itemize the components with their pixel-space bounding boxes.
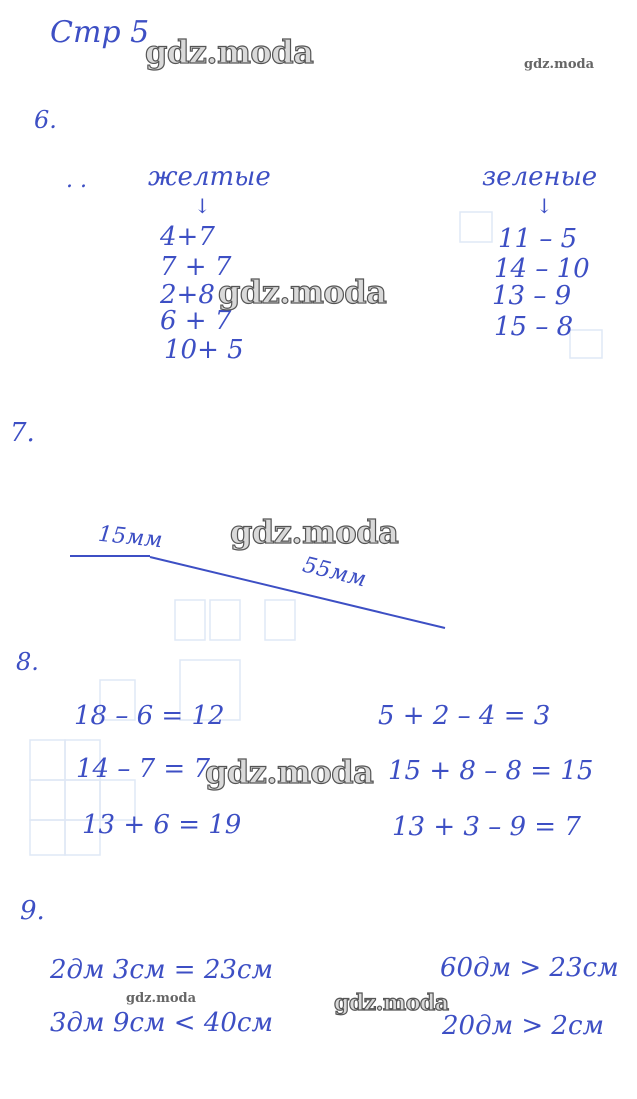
equation-left: 18 – 6 = 12 bbox=[74, 701, 225, 731]
equation-left: 13 + 6 = 19 bbox=[82, 810, 242, 840]
equation-left: 14 – 7 = 7 bbox=[76, 754, 211, 784]
green-arrow-icon: ↓ bbox=[536, 194, 553, 218]
green-expression: 14 – 10 bbox=[494, 254, 590, 284]
exercise-9-number: 9. bbox=[20, 896, 45, 926]
watermark: gdz.moda bbox=[334, 990, 449, 1016]
watermark: gdz.moda bbox=[218, 273, 387, 311]
yellow-expression: 2+8 bbox=[160, 280, 215, 310]
segment-55mm bbox=[150, 552, 445, 628]
comparison-left: 2дм 3см = 23см bbox=[50, 955, 274, 985]
watermark-small: gdz.moda bbox=[126, 991, 197, 1006]
watermark: gdz.moda bbox=[205, 753, 374, 791]
exercise-7-number: 7. bbox=[10, 418, 35, 448]
yellow-expression: 7 + 7 bbox=[160, 252, 232, 282]
segment-1-label: 15мм bbox=[96, 521, 164, 554]
watermark: gdz.moda bbox=[230, 513, 399, 551]
yellow-expression: 10+ 5 bbox=[164, 335, 244, 365]
yellow-expression: 4+7 bbox=[160, 222, 215, 252]
green-column-label: зеленые bbox=[482, 162, 598, 192]
page-label: Стр 5 bbox=[50, 15, 150, 50]
watermark: gdz.moda bbox=[145, 33, 314, 71]
watermark-small: gdz.moda bbox=[524, 57, 595, 72]
green-expression: 15 – 8 bbox=[494, 312, 574, 342]
exercise-8-number: 8. bbox=[16, 648, 39, 676]
segment-2-label: 55мм bbox=[300, 552, 369, 593]
yellow-arrow-icon: ↓ bbox=[194, 194, 211, 218]
exercise-6-number: 6. bbox=[34, 106, 57, 134]
comparison-left: 3дм 9см < 40см bbox=[50, 1008, 274, 1038]
yellow-expression: 6 + 7 bbox=[160, 306, 232, 336]
equation-right: 13 + 3 – 9 = 7 bbox=[392, 812, 581, 842]
green-expression: 13 – 9 bbox=[492, 281, 572, 311]
comparison-right: 60дм > 23см bbox=[440, 953, 619, 983]
green-expression: 11 – 5 bbox=[498, 224, 578, 254]
exercise-6-dots: . . bbox=[66, 168, 87, 193]
yellow-column-label: желтые bbox=[148, 162, 271, 192]
equation-right: 15 + 8 – 8 = 15 bbox=[388, 756, 594, 786]
equation-right: 5 + 2 – 4 = 3 bbox=[378, 701, 551, 731]
comparison-right: 20дм > 2см bbox=[442, 1011, 605, 1041]
